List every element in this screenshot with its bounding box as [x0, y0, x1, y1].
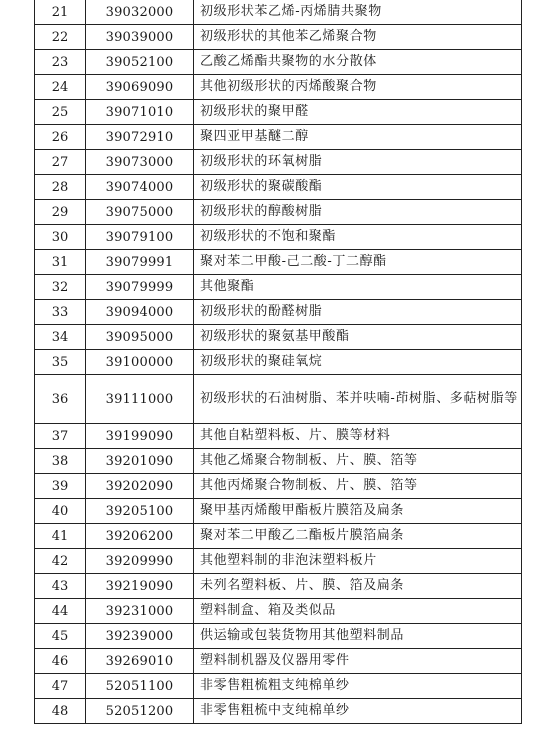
table-row	[35, 125, 522, 150]
commodity-code: 39094000	[86, 300, 194, 325]
table-row	[35, 599, 522, 624]
commodity-code: 39079100	[86, 225, 194, 250]
commodity-name: 初级形状的石油树脂、苯并呋喃-茚树脂、多萜树脂等	[194, 375, 522, 424]
commodity-code: 39201090	[86, 449, 194, 474]
commodity-name: 乙酸乙烯酯共聚物的水分散体	[194, 50, 522, 75]
commodity-code: 39073000	[86, 150, 194, 175]
row-number: 25	[35, 100, 86, 125]
row-number: 29	[35, 200, 86, 225]
row-number: 42	[35, 549, 86, 574]
commodity-name: 初级形状的醇酸树脂	[194, 200, 522, 225]
row-number: 34	[35, 325, 86, 350]
commodity-code: 39202090	[86, 474, 194, 499]
table-row	[35, 175, 522, 200]
row-number: 41	[35, 524, 86, 549]
commodity-code: 39269010	[86, 649, 194, 674]
row-number: 32	[35, 275, 86, 300]
table-row	[35, 275, 522, 300]
commodity-code: 52051100	[86, 674, 194, 699]
commodity-name: 初级形状的其他苯乙烯聚合物	[194, 25, 522, 50]
commodity-code: 39032000	[86, 0, 194, 25]
row-number: 33	[35, 300, 86, 325]
commodity-code: 39079999	[86, 275, 194, 300]
commodity-name: 初级形状的环氧树脂	[194, 150, 522, 175]
commodity-name: 初级形状的聚硅氧烷	[194, 350, 522, 375]
commodity-code: 39111000	[86, 375, 194, 424]
commodity-code: 39072910	[86, 125, 194, 150]
row-number: 23	[35, 50, 86, 75]
row-number: 31	[35, 250, 86, 275]
commodity-name: 初级形状的聚氨基甲酸酯	[194, 325, 522, 350]
row-number: 30	[35, 225, 86, 250]
table-row	[35, 499, 522, 524]
table-row	[35, 699, 522, 724]
table-row	[35, 549, 522, 574]
table-row	[35, 449, 522, 474]
table-body	[35, 0, 522, 724]
table-row	[35, 250, 522, 275]
commodity-name: 其他聚酯	[194, 275, 522, 300]
row-number: 39	[35, 474, 86, 499]
row-number: 43	[35, 574, 86, 599]
commodity-name: 聚甲基丙烯酸甲酯板片膜箔及扁条	[194, 499, 522, 524]
commodity-name: 初级形状的酚醛树脂	[194, 300, 522, 325]
table-row	[35, 300, 522, 325]
commodity-name: 非零售粗梳中支纯棉单纱	[194, 699, 522, 724]
commodity-code: 39095000	[86, 325, 194, 350]
commodity-name: 供运输或包装货物用其他塑料制品	[194, 624, 522, 649]
tariff-code-table	[34, 0, 522, 724]
table-row	[35, 375, 522, 424]
commodity-name: 其他乙烯聚合物制板、片、膜、箔等	[194, 449, 522, 474]
row-number: 38	[35, 449, 86, 474]
commodity-code: 39052100	[86, 50, 194, 75]
commodity-name: 塑料制盒、箱及类似品	[194, 599, 522, 624]
row-number: 21	[35, 0, 86, 25]
commodity-name: 聚对苯二甲酸乙二酯板片膜箔扁条	[194, 524, 522, 549]
commodity-name: 初级形状的聚甲醛	[194, 100, 522, 125]
row-number: 37	[35, 424, 86, 449]
commodity-code: 52051200	[86, 699, 194, 724]
commodity-name: 其他丙烯聚合物制板、片、膜、箔等	[194, 474, 522, 499]
commodity-name: 初级形状的聚碳酸酯	[194, 175, 522, 200]
table-row	[35, 25, 522, 50]
commodity-code: 39239000	[86, 624, 194, 649]
table-row	[35, 474, 522, 499]
table-row	[35, 649, 522, 674]
table-row	[35, 524, 522, 549]
table-row	[35, 200, 522, 225]
commodity-code: 39231000	[86, 599, 194, 624]
commodity-code: 39206200	[86, 524, 194, 549]
commodity-code: 39219090	[86, 574, 194, 599]
table-row	[35, 100, 522, 125]
commodity-name: 初级形状苯乙烯-丙烯腈共聚物	[194, 0, 522, 25]
row-number: 35	[35, 350, 86, 375]
row-number: 26	[35, 125, 86, 150]
commodity-code: 39039000	[86, 25, 194, 50]
commodity-code: 39069090	[86, 75, 194, 100]
table-row	[35, 75, 522, 100]
commodity-name: 未列名塑料板、片、膜、箔及扁条	[194, 574, 522, 599]
row-number: 24	[35, 75, 86, 100]
table-row	[35, 225, 522, 250]
commodity-code: 39100000	[86, 350, 194, 375]
table-row	[35, 325, 522, 350]
commodity-code: 39209990	[86, 549, 194, 574]
commodity-name: 其他初级形状的丙烯酸聚合物	[194, 75, 522, 100]
table-row	[35, 150, 522, 175]
row-number: 28	[35, 175, 86, 200]
table-row	[35, 424, 522, 449]
commodity-name: 塑料制机器及仪器用零件	[194, 649, 522, 674]
table-row	[35, 50, 522, 75]
commodity-code: 39074000	[86, 175, 194, 200]
commodity-name: 其他塑料制的非泡沫塑料板片	[194, 549, 522, 574]
commodity-name: 初级形状的不饱和聚酯	[194, 225, 522, 250]
row-number: 47	[35, 674, 86, 699]
table-row	[35, 350, 522, 375]
commodity-name: 其他自粘塑料板、片、膜等材料	[194, 424, 522, 449]
commodity-code: 39205100	[86, 499, 194, 524]
table-row	[35, 574, 522, 599]
commodity-code: 39075000	[86, 200, 194, 225]
commodity-name: 聚四亚甲基醚二醇	[194, 125, 522, 150]
commodity-name: 非零售粗梳粗支纯棉单纱	[194, 674, 522, 699]
row-number: 22	[35, 25, 86, 50]
row-number: 46	[35, 649, 86, 674]
row-number: 36	[35, 375, 86, 424]
commodity-name: 聚对苯二甲酸-己二酸-丁二醇酯	[194, 250, 522, 275]
row-number: 45	[35, 624, 86, 649]
commodity-code: 39199090	[86, 424, 194, 449]
commodity-code: 39071010	[86, 100, 194, 125]
row-number: 44	[35, 599, 86, 624]
table-row	[35, 0, 522, 25]
row-number: 27	[35, 150, 86, 175]
row-number: 48	[35, 699, 86, 724]
table-row	[35, 674, 522, 699]
row-number: 40	[35, 499, 86, 524]
table-row	[35, 624, 522, 649]
commodity-code: 39079991	[86, 250, 194, 275]
